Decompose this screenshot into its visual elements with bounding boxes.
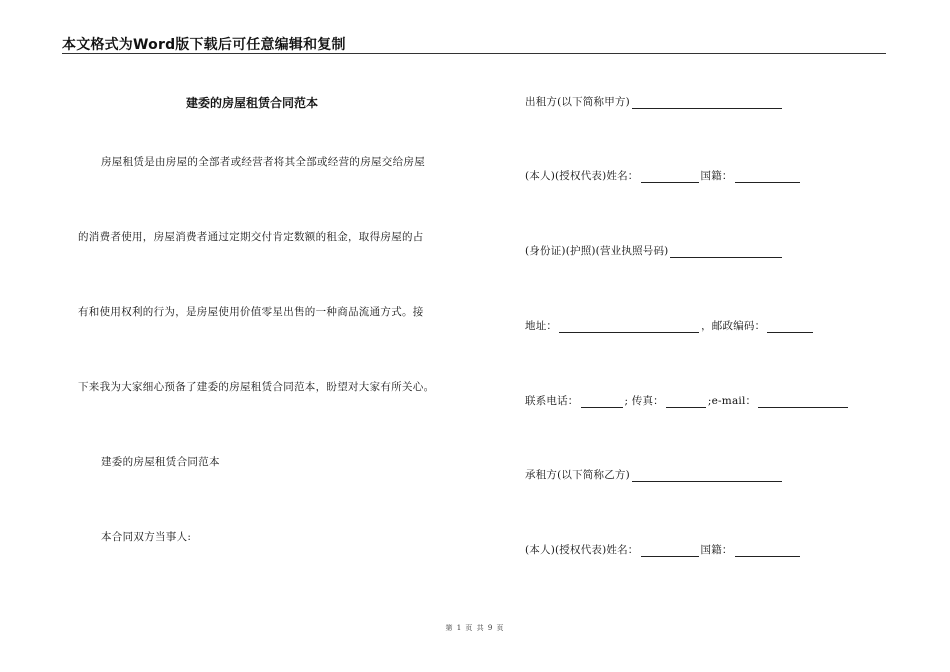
lessor-label: 出租方(以下简称甲方) xyxy=(525,96,630,108)
lessee-person-blank xyxy=(641,545,699,557)
section-subtitle: 建委的房屋租赁合同范本 xyxy=(101,456,220,468)
lessor-person-blank xyxy=(641,171,699,183)
lessor-contact-line xyxy=(525,393,850,408)
lessor-phone-blank xyxy=(581,396,623,408)
lessor-address-line xyxy=(525,318,815,333)
lessor-fax-blank xyxy=(666,396,706,408)
lessor-id-blank xyxy=(670,246,782,258)
lessor-id-line xyxy=(525,243,784,258)
intro-line-4: 下来我为大家细心预备了建委的房屋租赁合同范本，盼望对大家有所关心。 xyxy=(78,381,435,393)
lessee-name-blank xyxy=(632,470,782,482)
intro-line-2: 的消费者使用，房屋消费者通过定期交付肯定数额的租金，取得房屋的占 xyxy=(78,231,424,243)
lessee-line xyxy=(525,467,784,482)
document-header: 本文格式为Word版下载后可任意编辑和复制 xyxy=(62,37,346,53)
lessor-line xyxy=(525,94,784,109)
parties-label: 本合同双方当事人: xyxy=(101,531,192,543)
lessee-name-label: (本人)(授权代表)姓名： xyxy=(525,544,639,556)
lessor-nationality-label: 国籍： xyxy=(700,170,733,182)
lessor-fax-label: ; 传真： xyxy=(624,395,664,407)
lessee-nationality-blank xyxy=(735,545,800,557)
lessor-id-label: (身份证)(护照)(营业执照号码) xyxy=(525,245,669,257)
lessor-address-blank xyxy=(559,321,699,333)
document-title: 建委的房屋租赁合同范本 xyxy=(186,96,319,110)
lessor-postcode-label: ，邮政编码： xyxy=(701,320,766,332)
lessee-nationality-label: 国籍： xyxy=(700,544,733,556)
lessor-email-label: ;e-mail： xyxy=(707,395,757,407)
intro-line-1: 房屋租赁是由房屋的全部者或经营者将其全部或经营的房屋交给房屋 xyxy=(101,156,425,168)
lessor-postcode-blank xyxy=(767,321,813,333)
lessor-nationality-blank xyxy=(735,171,800,183)
intro-line-3: 有和使用权利的行为，是房屋使用价值零星出售的一种商品流通方式。接 xyxy=(78,306,424,318)
page-number: 第 1 页 共 9 页 xyxy=(445,624,505,632)
lessor-phone-label: 联系电话： xyxy=(525,395,579,407)
lessor-email-blank xyxy=(758,396,848,408)
lessor-name-blank xyxy=(632,97,782,109)
lessor-address-label: 地址： xyxy=(525,320,558,332)
lessee-name-line xyxy=(525,542,802,557)
lessor-name-label: (本人)(授权代表)姓名： xyxy=(525,170,639,182)
lessor-name-line xyxy=(525,168,802,183)
lessee-label: 承租方(以下简称乙方) xyxy=(525,469,630,481)
header-divider xyxy=(62,53,886,54)
